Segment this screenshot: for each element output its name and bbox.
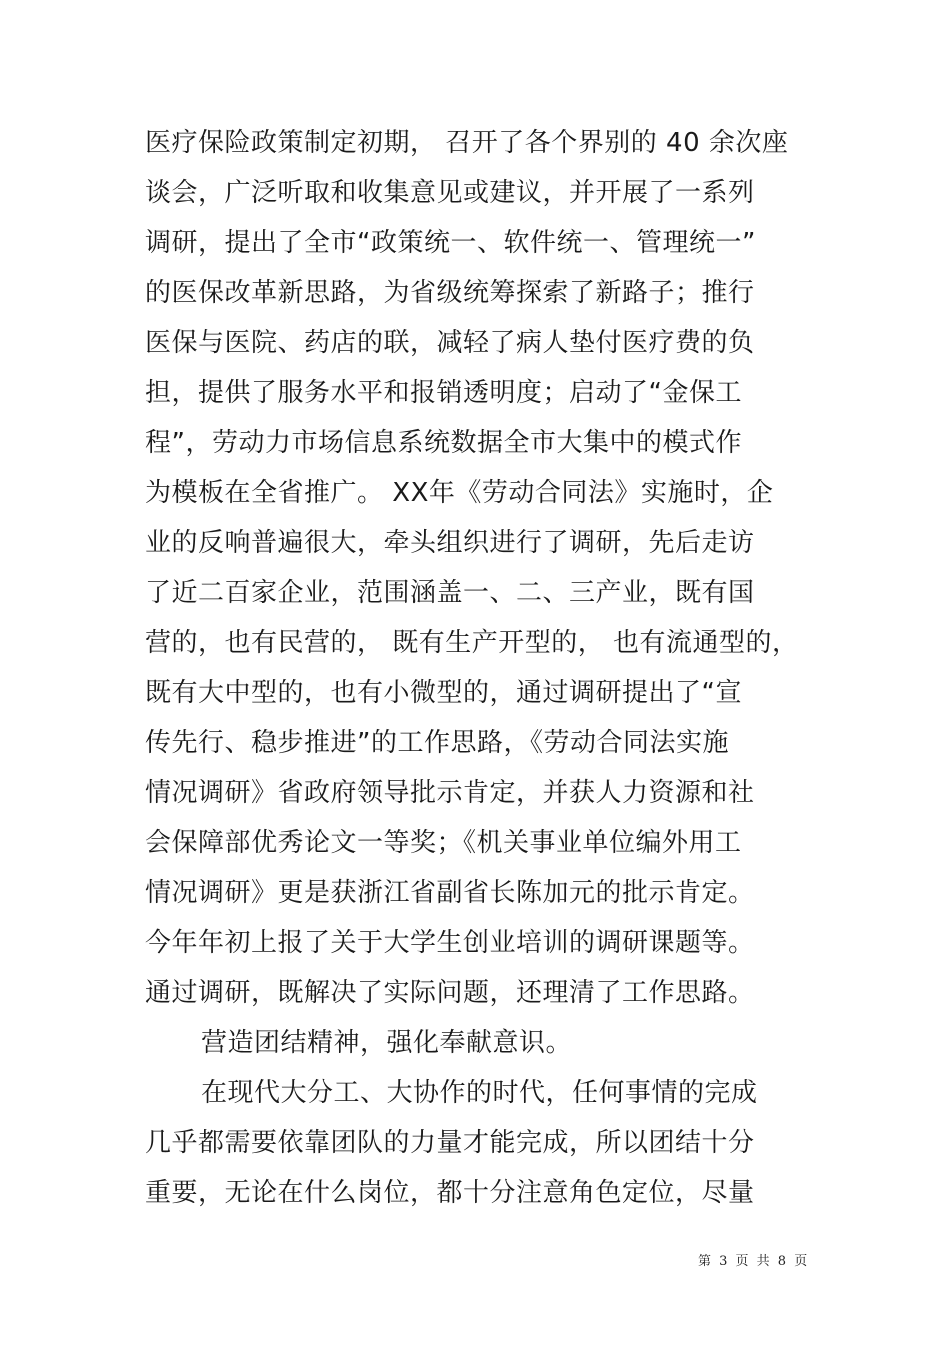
text-line: 通过调研，既解决了实际问题，还理清了工作思路。: [145, 978, 755, 1008]
text-line: 营的，也有民营的， 既有生产开型的， 也有流通型的，: [145, 628, 799, 658]
text-line: 几乎都需要依靠团队的力量才能完成，所以团结十分: [145, 1128, 755, 1158]
text-line: 担，提供了服务水平和报销透明度；启动了“金保工: [145, 378, 742, 408]
text-line: 了近二百家企业，范围涵盖一、二、三产业，既有国: [145, 578, 755, 608]
text-line: 业的反响普遍很大，牵头组织进行了调研，先后走访: [145, 528, 755, 558]
page-number-footer: 第 3 页 共 8 页: [698, 1254, 810, 1269]
text-line: 医疗保险政策制定初期， 召开了各个界别的 40 余次座: [145, 128, 789, 158]
text-line: 传先行、稳步推进”的工作思路，《劳动合同法实施: [145, 728, 729, 758]
text-line: 的医保改革新思路，为省级统筹探索了新路子；推行: [145, 278, 755, 308]
text-line: 情况调研》省政府领导批示肯定，并获人力资源和社: [145, 778, 755, 808]
text-line: 谈会，广泛听取和收集意见或建议，并开展了一系列: [145, 178, 755, 208]
body-text: [145, 118, 825, 1218]
text-line: 今年年初上报了关于大学生创业培训的调研课题等。: [145, 928, 755, 958]
text-line: 情况调研》更是获浙江省副省长陈加元的批示肯定。: [145, 878, 755, 908]
paragraph-heading: 营造团结精神，强化奉献意识。: [201, 1028, 573, 1058]
text-line: 会保障部优秀论文一等奖；《机关事业单位编外用工: [145, 828, 742, 858]
text-line: 为模板在全省推广。 XX年《劳动合同法》实施时，企: [145, 478, 774, 508]
text-line: 既有大中型的，也有小微型的，通过调研提出了“宣: [145, 678, 742, 708]
text-line: 程”，劳动力市场信息系统数据全市大集中的模式作: [145, 428, 742, 458]
text-line: 重要，无论在什么岗位，都十分注意角色定位，尽量: [145, 1178, 755, 1208]
text-line: 调研，提出了全市“政策统一、软件统一、管理统一”: [145, 228, 756, 258]
text-line: 在现代大分工、大协作的时代，任何事情的完成: [201, 1078, 758, 1108]
text-line: 医保与医院、药店的联，减轻了病人垫付医疗费的负: [145, 328, 755, 358]
